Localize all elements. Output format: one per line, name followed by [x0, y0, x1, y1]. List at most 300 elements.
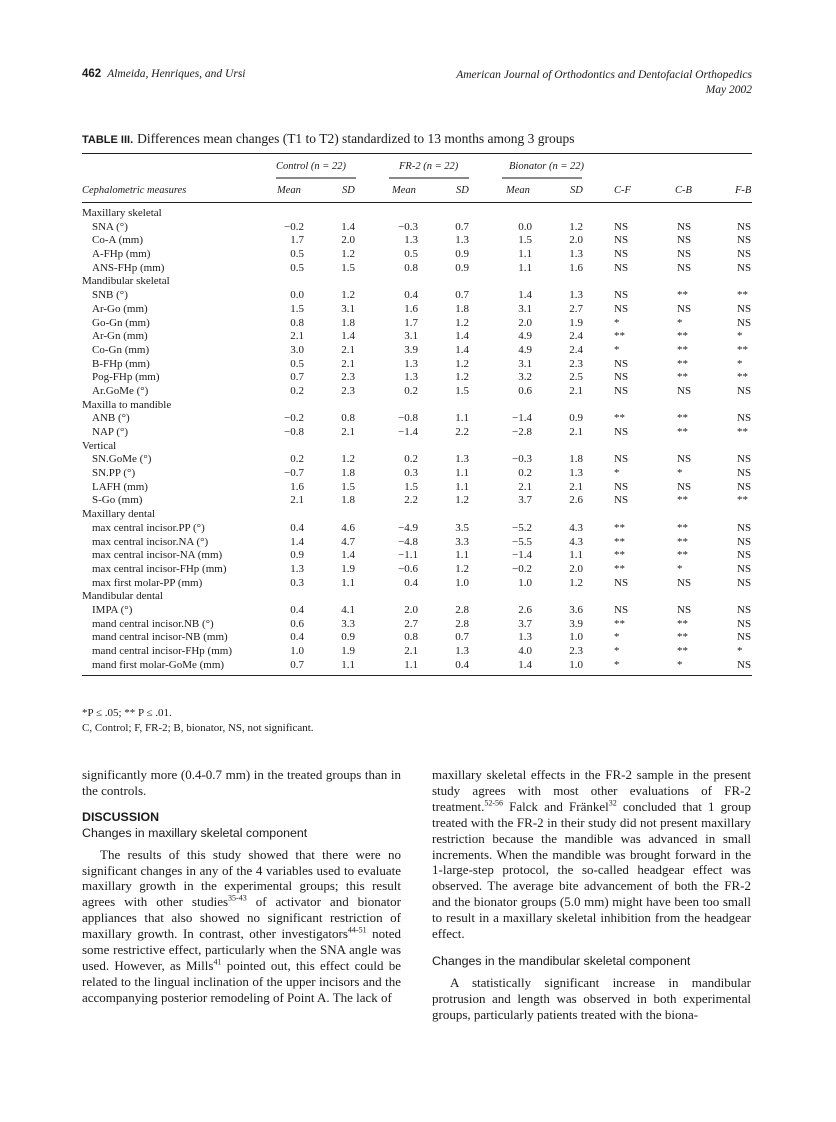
significance-cell: NS — [677, 234, 692, 247]
significance-cell: NS — [677, 480, 692, 493]
sd-cell: 1.8 — [455, 302, 469, 315]
mean-cell: 0.2 — [404, 384, 418, 397]
col-mean: Mean — [277, 185, 301, 196]
significance-cell: NS — [677, 603, 692, 616]
significance-cell: ** — [677, 521, 688, 534]
mean-cell: 0.9 — [290, 549, 304, 562]
significance-cell: NS — [737, 316, 752, 329]
text: pointed out, this effect could be related to the lingual inclination of the upper incisors and the accompanying posterior remodeling of Point A. The lack of — [82, 957, 401, 1005]
measure-label: Pog-FHp (mm) — [92, 371, 160, 384]
significance-cell: NS — [737, 603, 752, 616]
mean-cell: 2.0 — [518, 316, 532, 329]
mean-cell: 0.4 — [404, 576, 418, 589]
mean-cell: −1.1 — [398, 549, 418, 562]
paragraph — [82, 847, 401, 1006]
significance-cell: NS — [677, 453, 692, 466]
header-rule — [82, 202, 752, 203]
mean-cell: 3.1 — [518, 357, 532, 370]
table-row — [82, 317, 752, 331]
table-row — [82, 371, 752, 385]
table-row — [82, 289, 752, 303]
section-label: Maxilla to mandible — [82, 398, 172, 411]
significance-cell: ** — [677, 645, 688, 657]
sd-cell: 1.4 — [455, 330, 469, 343]
subsection-heading: Changes in the mandibular skeletal component — [432, 953, 691, 968]
significance-cell: ** — [737, 371, 748, 384]
sd-cell: 1.1 — [569, 549, 583, 562]
mean-cell: 0.5 — [404, 248, 418, 261]
mean-cell: −0.3 — [512, 453, 532, 466]
sd-cell: 4.1 — [341, 603, 355, 616]
significance-cell: NS — [737, 220, 752, 233]
significance-cell: ** — [614, 617, 625, 630]
mean-cell: 3.9 — [404, 343, 418, 356]
mean-cell: 0.4 — [290, 521, 304, 534]
significance-cell: ** — [677, 535, 688, 548]
mean-cell: 2.1 — [290, 330, 304, 343]
measure-label: ANB (°) — [92, 412, 130, 425]
significance-cell: ** — [677, 371, 688, 384]
significance-cell: NS — [677, 384, 692, 397]
significance-cell: NS — [614, 289, 629, 302]
significance-cell: NS — [614, 371, 629, 384]
significance-cell: NS — [677, 261, 692, 274]
footnote-significance: *P ≤ .05; ** P ≤ .01. — [82, 707, 172, 719]
mean-cell: −0.6 — [398, 562, 418, 575]
section-row — [82, 399, 752, 413]
mean-cell: 0.0 — [518, 220, 532, 233]
sd-cell: 2.1 — [341, 357, 355, 370]
citation: 44-51 — [347, 925, 367, 935]
significance-cell: * — [614, 316, 620, 329]
measure-label: max central incisor-NA (mm) — [92, 549, 223, 562]
significance-cell: ** — [737, 494, 748, 507]
mean-cell: −5.5 — [512, 535, 532, 548]
sd-cell: 1.5 — [341, 261, 355, 274]
measure-label: mand central incisor.NB (°) — [92, 617, 214, 630]
significance-cell: NS — [737, 562, 752, 575]
table-row — [82, 549, 752, 563]
sd-cell: 2.7 — [569, 302, 583, 315]
mean-cell: 2.1 — [290, 494, 304, 507]
col-cb: C-B — [675, 185, 692, 196]
table-row — [82, 453, 752, 467]
sd-cell: 2.3 — [341, 384, 355, 397]
citation: 32 — [608, 798, 617, 808]
mean-cell: 0.5 — [290, 357, 304, 370]
sd-cell: 2.0 — [341, 234, 355, 247]
mean-cell: 2.1 — [518, 480, 532, 493]
significance-cell: ** — [737, 343, 748, 356]
significance-cell: ** — [677, 412, 688, 425]
significance-cell: NS — [614, 426, 629, 438]
sd-cell: 1.0 — [569, 631, 583, 644]
mean-cell: 0.5 — [290, 248, 304, 261]
significance-cell: NS — [737, 248, 752, 261]
mean-cell: 3.7 — [518, 494, 532, 507]
col-sd: SD — [342, 185, 355, 196]
significance-cell: ** — [614, 330, 625, 343]
measure-label: mand central incisor-NB (mm) — [92, 631, 228, 644]
significance-cell: NS — [614, 234, 629, 247]
sd-cell: 3.9 — [569, 617, 583, 630]
table-caption — [82, 131, 575, 147]
mean-cell: 1.4 — [290, 535, 304, 548]
measure-label: IMPA (°) — [92, 603, 133, 616]
significance-cell: ** — [677, 549, 688, 562]
authors: Almeida, Henriques, and Ursi — [107, 68, 246, 80]
significance-cell: NS — [737, 261, 752, 274]
sd-cell: 1.2 — [341, 289, 355, 302]
table-body — [82, 207, 752, 676]
mean-cell: −2.8 — [512, 426, 532, 438]
measure-label: Go-Gn (mm) — [92, 316, 150, 329]
measure-label: LAFH (mm) — [92, 480, 148, 493]
mean-cell: −5.2 — [512, 521, 532, 534]
sd-cell: 1.3 — [455, 234, 469, 247]
sd-cell: 1.0 — [455, 576, 469, 589]
mean-cell: 2.0 — [404, 603, 418, 616]
mean-cell: 1.7 — [290, 234, 304, 247]
mean-cell: 0.2 — [518, 467, 532, 480]
measure-label: SN.PP (°) — [92, 467, 136, 480]
table-row — [82, 481, 752, 495]
sd-cell: 1.4 — [455, 343, 469, 356]
paragraph: A statistically significant increase in mandibular protrusion and length was observed in both experimental groups, particularly patients treated with the biona- — [432, 974, 751, 1022]
mean-cell: −4.8 — [398, 535, 418, 548]
table-row — [82, 330, 752, 344]
table-row — [82, 248, 752, 262]
group-underline — [276, 177, 356, 179]
significance-cell: * — [677, 316, 683, 329]
mean-cell: 0.7 — [290, 658, 304, 671]
mean-cell: 4.0 — [518, 645, 532, 657]
mean-cell: 1.5 — [518, 234, 532, 247]
mean-cell: 0.8 — [404, 631, 418, 644]
sd-cell: 1.1 — [341, 576, 355, 589]
significance-cell: * — [614, 467, 620, 480]
section-row — [82, 207, 752, 221]
significance-cell: NS — [737, 453, 752, 466]
citation: 41 — [213, 957, 222, 967]
mean-cell: −0.8 — [398, 412, 418, 425]
sd-cell: 1.2 — [455, 371, 469, 384]
mean-cell: 0.0 — [290, 289, 304, 302]
text: maxillary skeletal effects in the FR-2 sample in the present study agrees with most other evaluations of FR-2 treatment. — [432, 767, 751, 814]
significance-cell: NS — [737, 234, 752, 247]
sd-cell: 0.7 — [455, 631, 469, 644]
significance-cell: * — [677, 467, 683, 480]
sd-cell: 2.6 — [569, 494, 583, 507]
mean-cell: 1.0 — [290, 645, 304, 657]
measure-label: max central incisor.NA (°) — [92, 535, 209, 548]
sd-cell: 3.5 — [455, 521, 469, 534]
mean-cell: −1.4 — [512, 412, 532, 425]
sd-cell: 0.9 — [455, 261, 469, 274]
significance-cell: * — [677, 562, 683, 575]
mean-cell: 0.3 — [404, 467, 418, 480]
table-row — [82, 303, 752, 317]
measure-label: S-Go (mm) — [92, 494, 143, 507]
mean-cell: −0.2 — [284, 412, 304, 425]
col-fb: F-B — [735, 185, 752, 196]
significance-cell: ** — [677, 631, 688, 644]
significance-cell: NS — [677, 248, 692, 261]
sd-cell: 1.3 — [569, 467, 583, 480]
significance-cell: ** — [614, 521, 625, 534]
significance-cell: NS — [737, 617, 752, 630]
mean-cell: 0.4 — [290, 631, 304, 644]
table-row — [82, 494, 752, 508]
sd-cell: 1.8 — [341, 467, 355, 480]
measure-label: NAP (°) — [92, 426, 129, 438]
mean-cell: 1.1 — [404, 658, 418, 671]
significance-cell: NS — [737, 467, 752, 480]
mean-cell: 1.4 — [518, 289, 532, 302]
significance-cell: ** — [677, 494, 688, 507]
subsection-heading: Changes in maxillary skeletal component — [82, 825, 308, 840]
sd-cell: 4.7 — [341, 535, 355, 548]
table-row — [82, 522, 752, 536]
sd-cell: 1.3 — [569, 289, 583, 302]
sd-cell: 1.8 — [341, 494, 355, 507]
significance-cell: NS — [614, 261, 629, 274]
bottom-rule — [82, 675, 752, 676]
table-row — [82, 412, 752, 426]
significance-cell: NS — [677, 220, 692, 233]
significance-cell: NS — [737, 480, 752, 493]
significance-cell: * — [737, 645, 743, 657]
measure-label: max central incisor.PP (°) — [92, 521, 205, 534]
measure-label: SN.GoMe (°) — [92, 453, 152, 466]
column-header-row — [82, 185, 752, 199]
mean-cell: 1.5 — [290, 302, 304, 315]
mean-cell: 1.3 — [404, 357, 418, 370]
table-footnotes — [82, 706, 314, 736]
sd-cell: 2.5 — [569, 371, 583, 384]
mean-cell: 0.2 — [290, 453, 304, 466]
text: noted some restrictive effect, particularly when the SNA angle was used. However, as Mills — [82, 926, 401, 973]
mean-cell: 4.9 — [518, 343, 532, 356]
sd-cell: 0.9 — [341, 631, 355, 644]
significance-cell: * — [614, 631, 620, 644]
col-measures: Cephalometric measures — [82, 185, 187, 196]
significance-cell: * — [614, 645, 620, 657]
sd-cell: 1.8 — [341, 316, 355, 329]
mean-cell: −4.9 — [398, 521, 418, 534]
table-row — [82, 631, 752, 645]
significance-cell: NS — [614, 384, 629, 397]
sd-cell: 1.2 — [341, 453, 355, 466]
sd-cell: 1.8 — [569, 453, 583, 466]
sd-cell: 4.3 — [569, 521, 583, 534]
group-control: Control (n = 22) — [276, 161, 346, 172]
sd-cell: 0.4 — [455, 658, 469, 671]
mean-cell: 3.7 — [518, 617, 532, 630]
mean-cell: 1.3 — [404, 234, 418, 247]
mean-cell: 0.7 — [290, 371, 304, 384]
mean-cell: 1.3 — [290, 562, 304, 575]
sd-cell: 1.4 — [341, 220, 355, 233]
sd-cell: 1.1 — [455, 412, 469, 425]
sd-cell: 1.0 — [569, 658, 583, 671]
issue-date: May 2002 — [705, 84, 752, 96]
significance-cell: ** — [677, 617, 688, 630]
sd-cell: 3.3 — [341, 617, 355, 630]
significance-cell: ** — [677, 426, 688, 438]
sd-cell: 2.3 — [569, 357, 583, 370]
sd-cell: 1.2 — [569, 576, 583, 589]
mean-cell: 0.5 — [290, 261, 304, 274]
measure-label: SNB (°) — [92, 289, 128, 302]
body-column-left — [82, 767, 401, 1006]
mean-cell: 0.6 — [290, 617, 304, 630]
group-underline — [389, 177, 469, 179]
section-heading: DISCUSSION — [82, 809, 160, 824]
sd-cell: 2.1 — [341, 343, 355, 356]
table-row — [82, 563, 752, 577]
group-underline — [502, 177, 582, 179]
sd-cell: 1.4 — [341, 549, 355, 562]
page-number: 462 — [82, 68, 102, 80]
sd-cell: 1.2 — [569, 220, 583, 233]
significance-cell: ** — [677, 357, 688, 370]
mean-cell: −0.8 — [284, 426, 304, 438]
measure-label: Ar.GoMe (°) — [92, 384, 149, 397]
sd-cell: 2.8 — [455, 617, 469, 630]
sd-cell: 3.3 — [455, 535, 469, 548]
significance-cell: NS — [737, 521, 752, 534]
sd-cell: 1.5 — [455, 384, 469, 397]
measure-label: Ar-Go (mm) — [92, 302, 148, 315]
significance-cell: NS — [737, 549, 752, 562]
sd-cell: 4.3 — [569, 535, 583, 548]
measure-label: A-FHp (mm) — [92, 248, 151, 261]
sd-cell: 1.9 — [569, 316, 583, 329]
sd-cell: 2.4 — [569, 330, 583, 343]
mean-cell: 0.2 — [290, 384, 304, 397]
table-row — [82, 577, 752, 591]
measure-label: SNA (°) — [92, 220, 128, 233]
mean-cell: −0.7 — [284, 467, 304, 480]
significance-cell: ** — [614, 562, 625, 575]
sd-cell: 1.9 — [341, 562, 355, 575]
measure-label: Co-Gn (mm) — [92, 343, 150, 356]
significance-cell: NS — [737, 576, 752, 589]
mean-cell: 2.1 — [404, 645, 418, 657]
mean-cell: 1.5 — [404, 480, 418, 493]
citation: 35-43 — [228, 894, 247, 904]
sd-cell: 1.9 — [341, 645, 355, 657]
significance-cell: ** — [677, 330, 688, 343]
sd-cell: 2.0 — [569, 234, 583, 247]
section-label: Maxillary skeletal — [82, 207, 162, 219]
mean-cell: 2.7 — [404, 617, 418, 630]
significance-cell: NS — [737, 658, 752, 671]
mean-cell: −0.3 — [398, 220, 418, 233]
footnote-abbreviations: C, Control; F, FR-2; B, bionator, NS, not significant. — [82, 722, 314, 734]
mean-cell: 4.9 — [518, 330, 532, 343]
sd-cell: 1.2 — [455, 494, 469, 507]
col-sd: SD — [456, 185, 469, 196]
sd-cell: 1.5 — [341, 480, 355, 493]
sd-cell: 2.4 — [569, 343, 583, 356]
sd-cell: 4.6 — [341, 521, 355, 534]
significance-cell: * — [677, 658, 683, 671]
significance-cell: * — [737, 357, 743, 370]
paragraph: significantly more (0.4-0.7 mm) in the treated groups than in the controls. — [82, 767, 401, 798]
significance-cell: ** — [737, 289, 748, 302]
sd-cell: 1.3 — [455, 453, 469, 466]
section-row — [82, 440, 752, 454]
significance-cell: ** — [614, 549, 625, 562]
col-sd: SD — [570, 185, 583, 196]
top-rule — [82, 153, 752, 154]
significance-cell: NS — [677, 302, 692, 315]
table-row — [82, 618, 752, 632]
significance-cell: ** — [614, 535, 625, 548]
sd-cell: 1.2 — [341, 248, 355, 261]
section-label: Maxillary dental — [82, 508, 156, 521]
measure-label: max first molar-PP (mm) — [92, 576, 203, 589]
significance-cell: NS — [737, 412, 752, 425]
sd-cell: 2.8 — [455, 603, 469, 616]
text: Falck and Fränkel — [503, 798, 609, 814]
mean-cell: 1.7 — [404, 316, 418, 329]
mean-cell: 0.4 — [290, 603, 304, 616]
section-row — [82, 275, 752, 289]
mean-cell: 0.2 — [404, 453, 418, 466]
sd-cell: 1.2 — [455, 357, 469, 370]
col-cf: C-F — [614, 185, 631, 196]
header-left — [82, 68, 246, 80]
mean-cell: 0.6 — [518, 384, 532, 397]
significance-cell: NS — [614, 248, 629, 261]
table-row — [82, 426, 752, 440]
table-title: Differences mean changes (T1 to T2) standardized to 13 months among 3 groups — [137, 131, 575, 146]
mean-cell: 1.0 — [518, 576, 532, 589]
sd-cell: 0.8 — [341, 412, 355, 425]
table-row — [82, 385, 752, 399]
mean-cell: 1.3 — [404, 371, 418, 384]
section-row — [82, 508, 752, 522]
mean-cell: 0.8 — [404, 261, 418, 274]
significance-cell: NS — [614, 453, 629, 466]
mean-cell: 3.2 — [518, 371, 532, 384]
measure-label: ANS-FHp (mm) — [92, 261, 165, 274]
sd-cell: 2.3 — [341, 371, 355, 384]
sd-cell: 1.1 — [455, 549, 469, 562]
sd-cell: 2.3 — [569, 645, 583, 657]
sd-cell: 2.1 — [341, 426, 355, 438]
sd-cell: 0.9 — [569, 412, 583, 425]
table-row — [82, 645, 752, 659]
significance-cell: NS — [737, 535, 752, 548]
table-row — [82, 262, 752, 276]
sd-cell: 1.6 — [569, 261, 583, 274]
sd-cell: 1.1 — [455, 480, 469, 493]
significance-cell: NS — [737, 302, 752, 315]
paragraph — [432, 767, 751, 942]
table-row — [82, 536, 752, 550]
significance-cell: * — [614, 658, 620, 671]
sd-cell: 1.2 — [455, 562, 469, 575]
significance-cell: NS — [614, 576, 629, 589]
sd-cell: 0.9 — [455, 248, 469, 261]
significance-cell: NS — [737, 631, 752, 644]
sd-cell: 1.3 — [569, 248, 583, 261]
sd-cell: 2.0 — [569, 562, 583, 575]
